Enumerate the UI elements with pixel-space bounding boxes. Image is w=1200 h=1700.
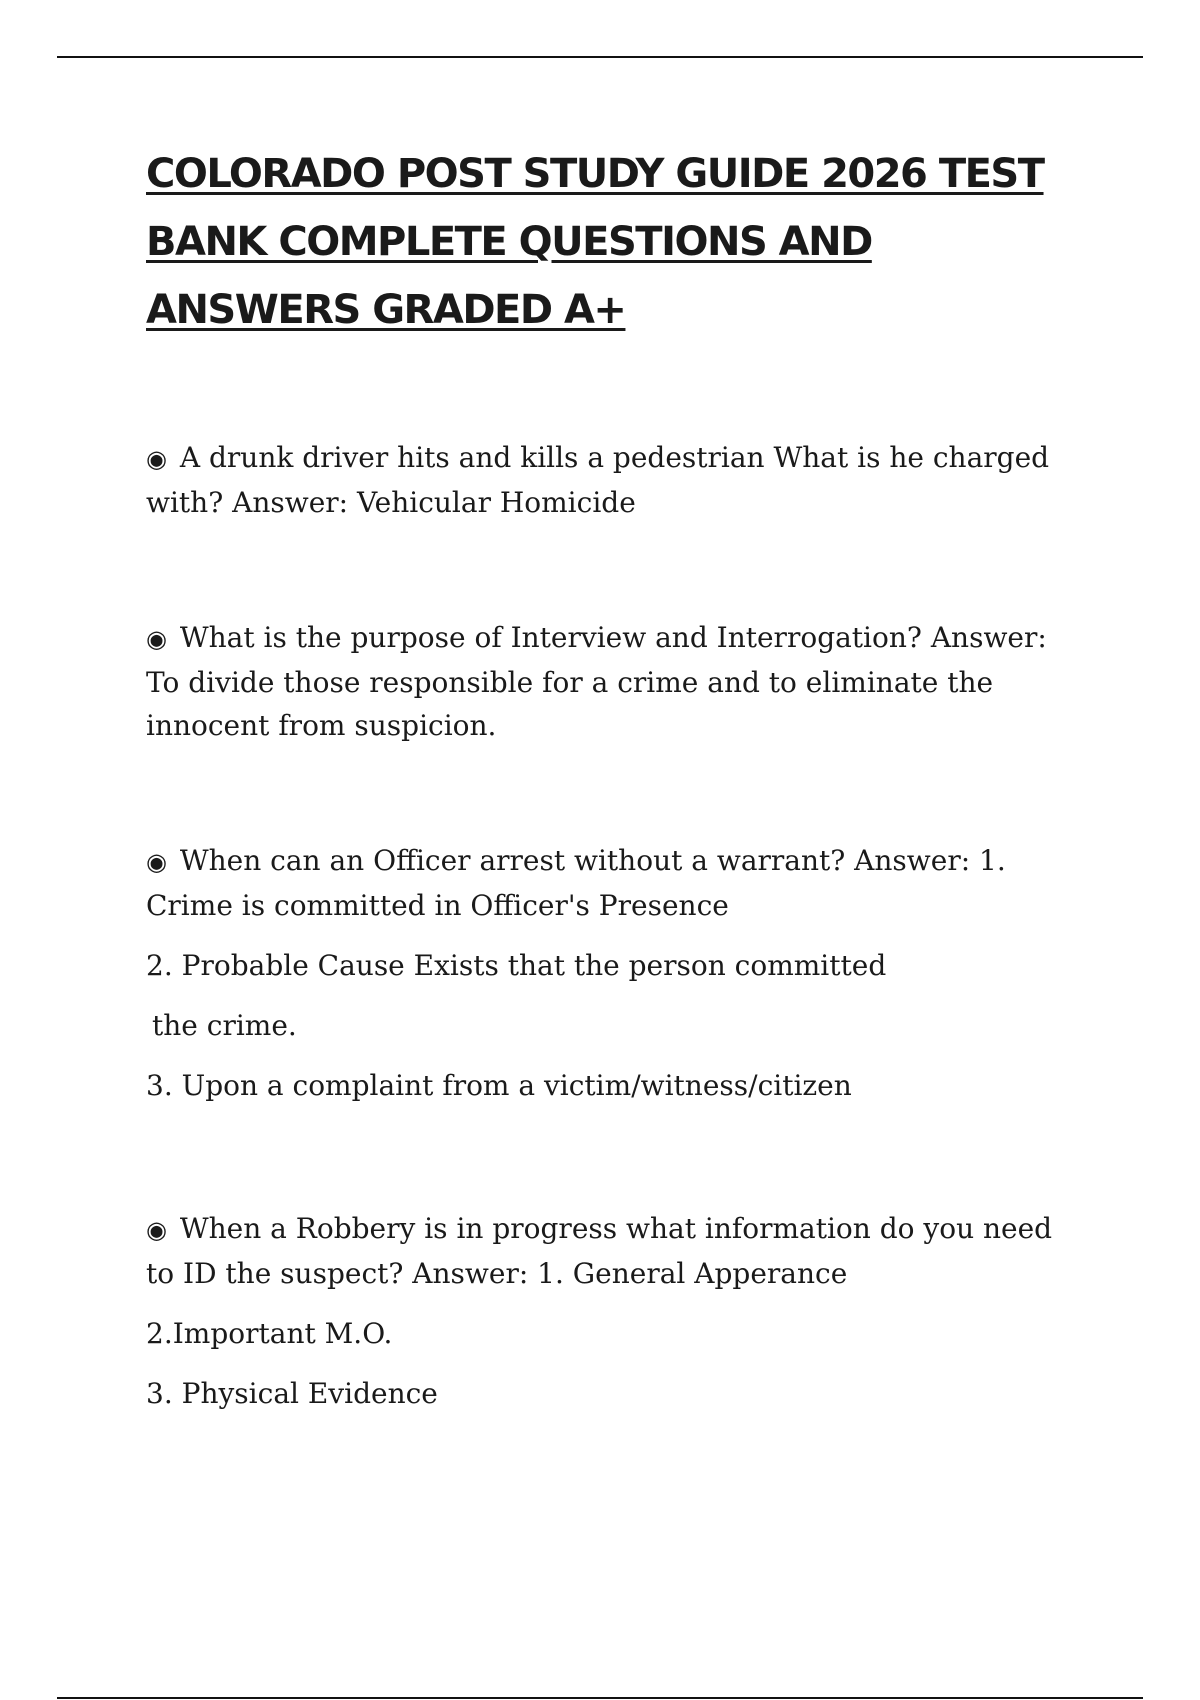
question-2 (146, 616, 1086, 747)
answer-line: 2. Probable Cause Exists that the person committed (146, 949, 887, 982)
question-1-text: A drunk driver hits and kills a pedestrian What is he charged with? Answer: Vehicular Homicide (146, 441, 1050, 519)
question-4-text: When a Robbery is in progress what information do you need to ID the suspect? Answer: 1. General Apperance (146, 1212, 1053, 1290)
question-3 (146, 839, 1086, 927)
question-1 (146, 436, 1086, 524)
question-2-text: What is the purpose of Interview and Interrogation? Answer: To divide those responsible for a crime and to eliminate the innocent from suspicion. (146, 621, 1047, 742)
radio-bullet-icon: ◉ (146, 625, 167, 653)
answer-line: 2.Important M.O. (146, 1317, 393, 1350)
question-4 (146, 1207, 1086, 1295)
top-rule (57, 56, 1143, 58)
radio-bullet-icon: ◉ (146, 848, 167, 876)
bottom-rule (57, 1697, 1143, 1699)
radio-bullet-icon: ◉ (146, 445, 167, 473)
document-title: COLORADO POST STUDY GUIDE 2026 TEST BANK COMPLETE QUESTIONS AND ANSWERS GRADED A+ (146, 151, 1044, 333)
document-body (146, 140, 1086, 1415)
answer-line: 3. Physical Evidence (146, 1377, 438, 1410)
answer-line: 3. Upon a complaint from a victim/witness/citizen (146, 1069, 852, 1102)
question-3-text: When can an Officer arrest without a warrant? Answer: 1. Crime is committed in Officer's Presence (146, 844, 1006, 922)
radio-bullet-icon: ◉ (146, 1216, 167, 1244)
answer-line: the crime. (152, 1009, 297, 1042)
